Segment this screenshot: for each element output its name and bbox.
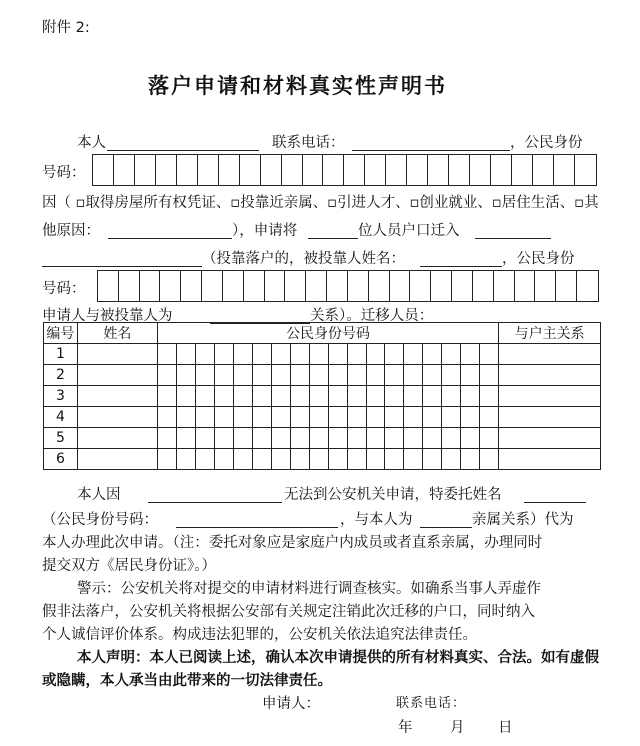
delegate-name-label: 无法到公安机关申请，特委托姓名 (284, 487, 502, 503)
table-row (44, 344, 601, 365)
declaration-line2: 或隐瞒，本人承当由此带来的一切法律责任。 (42, 673, 332, 689)
table-row (44, 428, 601, 449)
phone-label: 联系电话： (272, 135, 345, 151)
name-cell[interactable] (77, 344, 157, 365)
row-number: 5 (44, 428, 78, 449)
name-cell[interactable] (77, 428, 157, 449)
row-number: 6 (44, 449, 78, 470)
col-id-header: 公民身份号码 (157, 323, 498, 344)
table-row (44, 407, 601, 428)
table-row (44, 365, 601, 386)
table-row (44, 386, 601, 407)
other-reason-label: 他原因： (42, 223, 100, 239)
phone-field[interactable] (352, 136, 510, 151)
delegate-name-field[interactable] (524, 488, 586, 503)
relation-cell[interactable] (499, 428, 601, 449)
table-header-row (44, 323, 601, 344)
id-label-tail: ，公民身份 (510, 135, 583, 151)
delegate-id-label: （公民身份号码： (42, 512, 158, 528)
sponsor-id-boxes[interactable] (97, 270, 599, 302)
col-relation-header: 与户主关系 (499, 323, 601, 344)
relation-cell[interactable] (499, 386, 601, 407)
row-number: 1 (44, 344, 78, 365)
apply-label: ），申请将 (232, 223, 298, 239)
name-cell[interactable] (77, 365, 157, 386)
sponsor-name-label: （投靠落户的，被投靠人姓名： (202, 251, 405, 267)
move-in-label: 位人员户口迁入 (358, 223, 460, 239)
reason-line: 因（ ▫取得房屋所有权凭证、▫投靠近亲属、▫引进人才、▫创业就业、▫居住生活、▫其 (42, 195, 599, 211)
delegate-id-field[interactable] (176, 513, 338, 528)
warning-line1: 警示：公安机关将对提交的申请材料进行调查核实。如确系当事人弄虚作 (77, 581, 541, 597)
annex-label: 附件 2: (42, 20, 90, 36)
self-label: 本人 (77, 135, 106, 151)
delegate-note-line2: 提交双方《居民身份证》。） (42, 558, 216, 574)
table-row (44, 449, 601, 470)
name-cell[interactable] (77, 407, 157, 428)
migrants-table (43, 322, 601, 470)
col-no-header: 编号 (44, 323, 78, 344)
name-cell[interactable] (77, 449, 157, 470)
sponsor-id-number-label: 号码： (42, 281, 86, 297)
relation-cell[interactable] (499, 365, 601, 386)
relation-cell[interactable] (499, 344, 601, 365)
row-number: 3 (44, 386, 78, 407)
declaration-line1: 本人声明：本人已阅读上述，确认本次申请提供的所有材料真实、合法。如有虚假 (77, 650, 599, 666)
self-name-field[interactable] (107, 136, 259, 151)
sign-phone-label: 联系电话： (396, 696, 467, 711)
name-cell[interactable] (77, 386, 157, 407)
day-label: 日 (498, 720, 513, 736)
relation-cell[interactable] (499, 407, 601, 428)
applicant-sign-label: 申请人： (262, 696, 320, 712)
sponsor-id-label-tail: ，公民身份 (502, 251, 575, 267)
other-reason-field[interactable] (108, 224, 232, 239)
destination-field[interactable] (475, 224, 551, 239)
applicant-id-boxes[interactable] (92, 154, 597, 186)
warning-line3: 个人诚信评价体系。构成违法犯罪的，公安机关依法追究法律责任。 (42, 627, 477, 643)
relation-label: 申请人与被投靠人为 (42, 308, 173, 324)
row-number: 2 (44, 365, 78, 386)
sponsor-name-field[interactable] (420, 252, 502, 267)
delegate-proxy-label: 亲属关系）代为 (472, 512, 574, 528)
migrants-label: 关系）。迁移人员： (310, 308, 434, 324)
persons-count-field[interactable] (308, 224, 358, 239)
relation-cell[interactable] (499, 449, 601, 470)
delegate-relation-label: ，与本人为 (340, 512, 413, 528)
row-number: 4 (44, 407, 78, 428)
col-name-header: 姓名 (77, 323, 157, 344)
delegate-note-line1: 本人办理此次申请。（注：委托对象应是家庭户内成员或者直系亲属，办理同时 (42, 535, 543, 551)
destination-field-cont[interactable] (42, 252, 202, 267)
month-label: 月 (450, 720, 465, 736)
delegate-relation-field[interactable] (420, 513, 472, 528)
delegate-reason-field[interactable] (148, 488, 282, 503)
page-title: 落户申请和材料真实性声明书 (148, 73, 447, 98)
year-label: 年 (398, 720, 413, 736)
warning-line2: 假非法落户，公安机关将根据公安部有关规定注销此次迁移的户口，同时纳入 (42, 604, 535, 620)
delegate-reason-label: 本人因 (77, 487, 121, 503)
id-number-label: 号码： (42, 165, 86, 181)
